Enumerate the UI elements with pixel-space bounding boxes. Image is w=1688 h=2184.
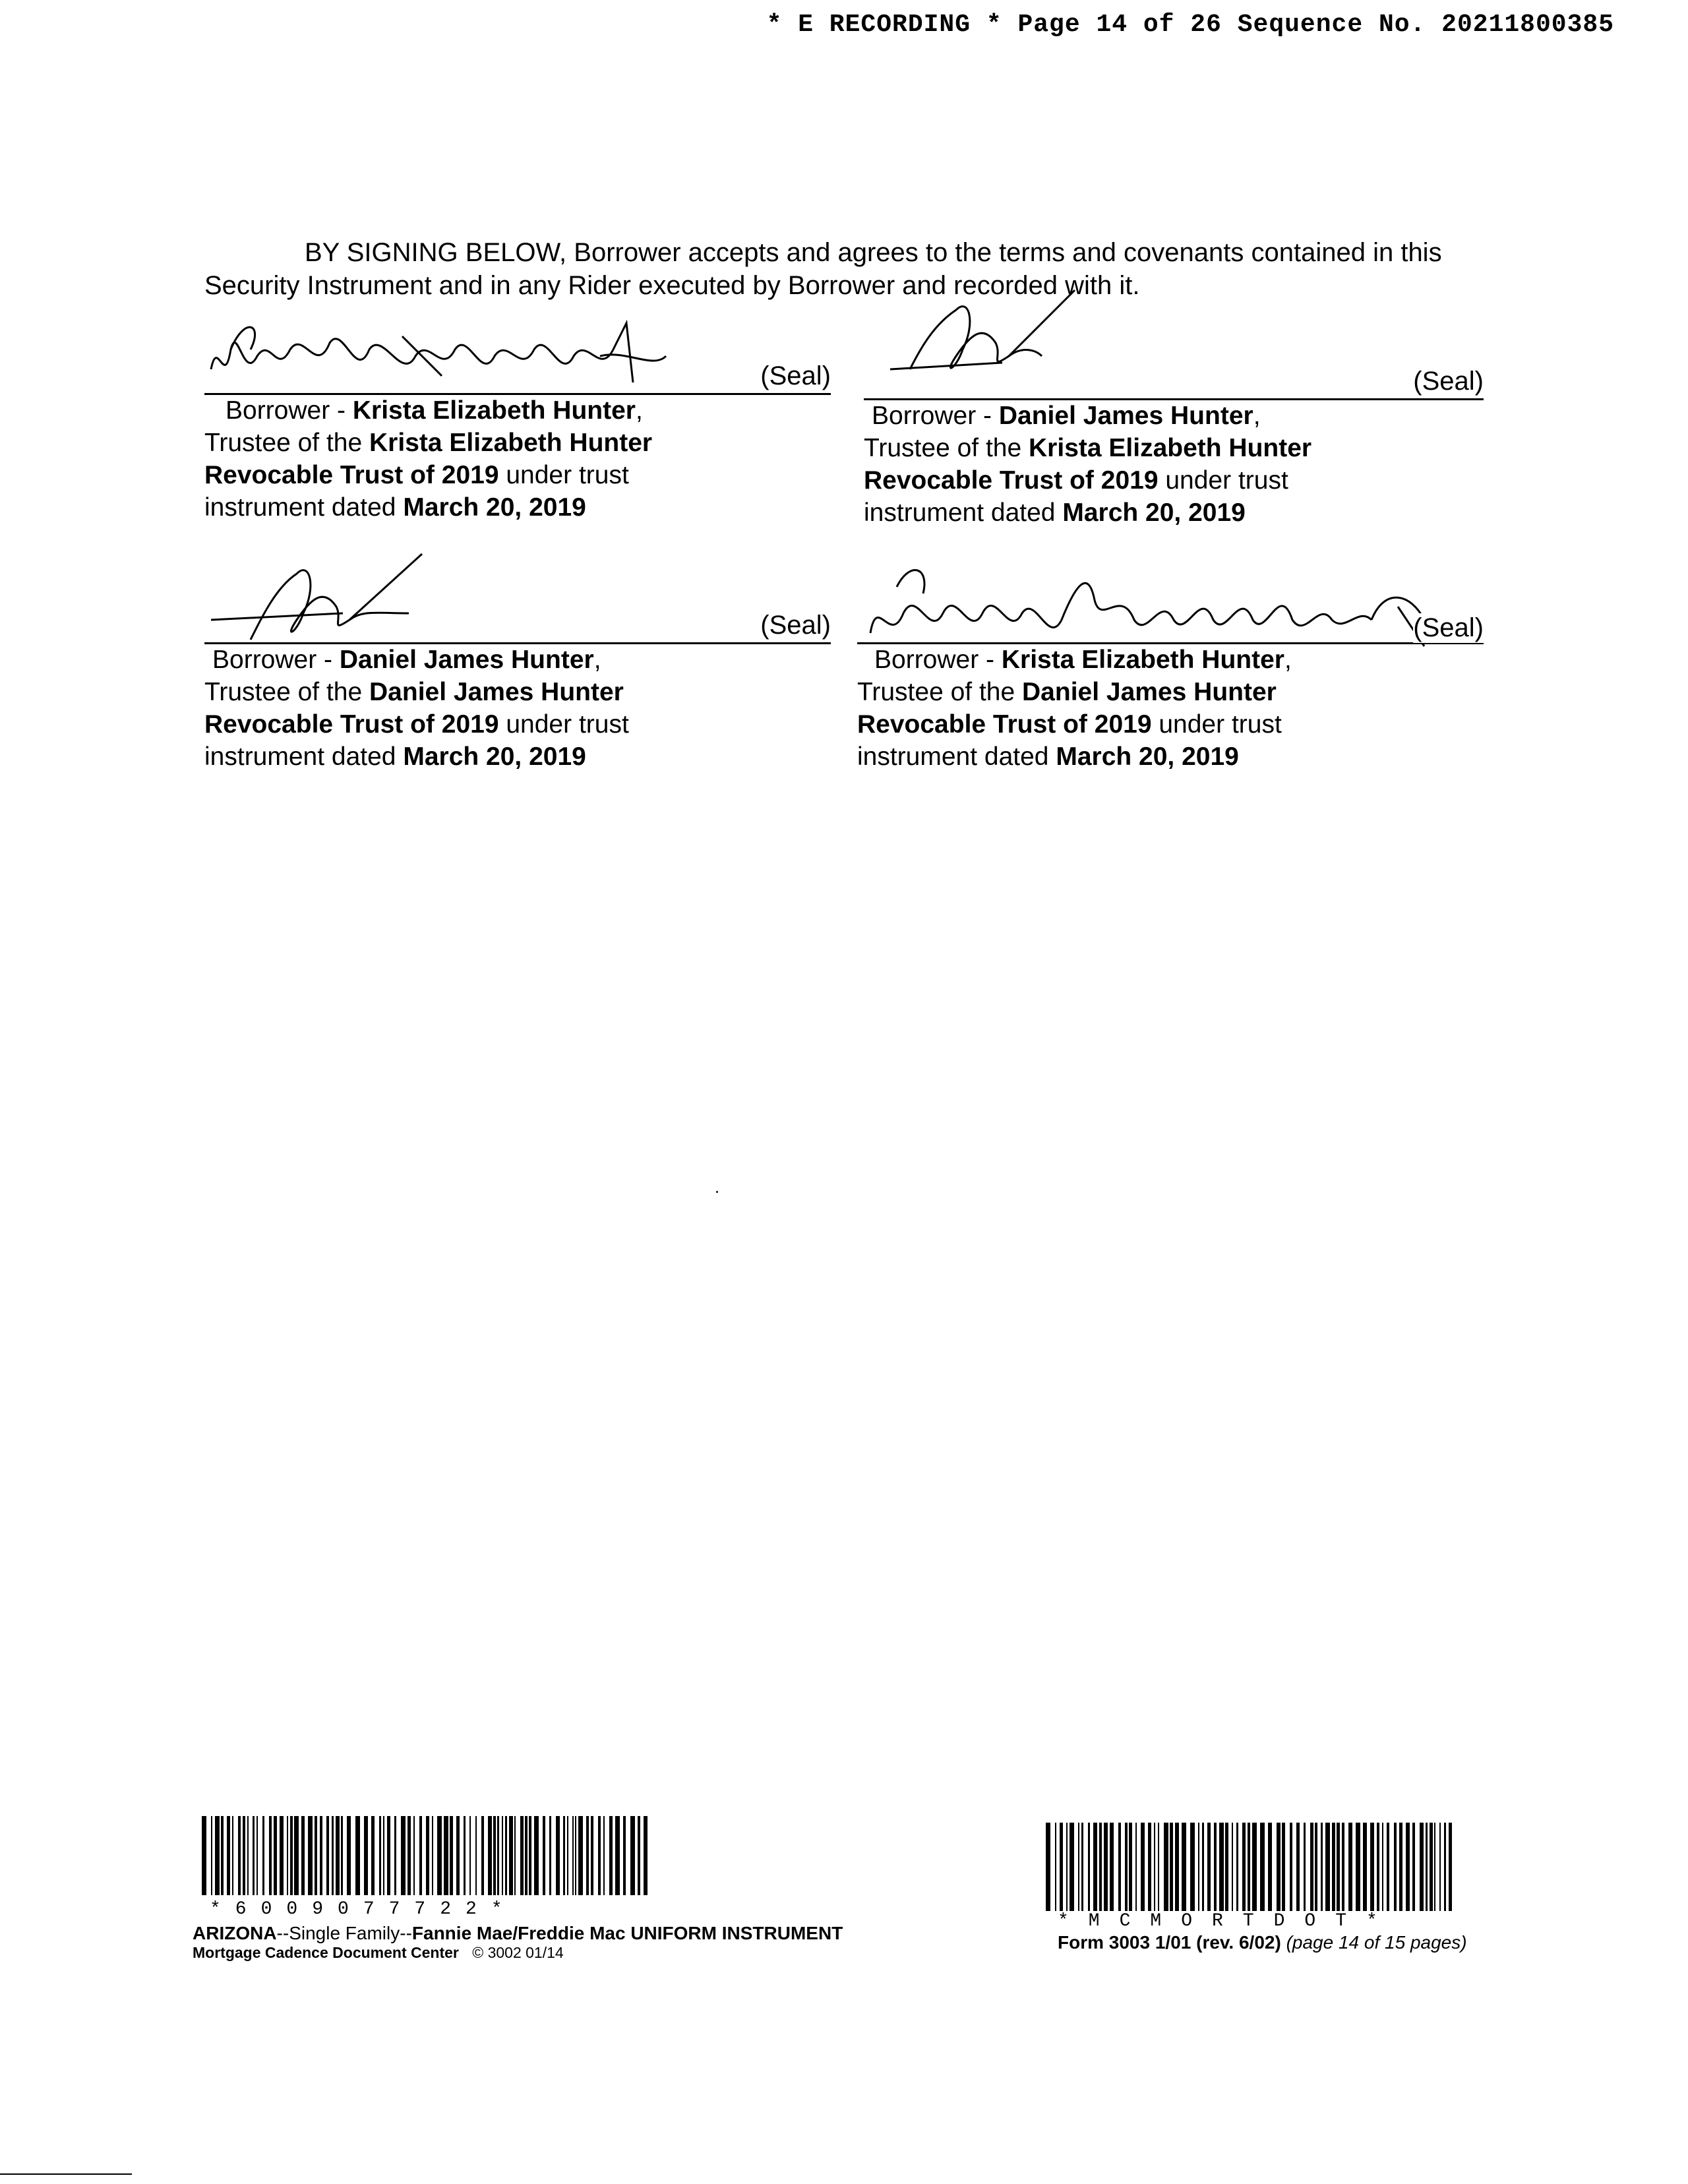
barcode-bar [505, 1816, 507, 1895]
barcode-bar [294, 1816, 299, 1895]
barcode-bar [1399, 1823, 1402, 1911]
barcode-bar [638, 1816, 640, 1895]
barcode-bar [1242, 1823, 1246, 1911]
barcode-right [1046, 1823, 1455, 1912]
barcode-bar [1277, 1823, 1281, 1911]
barcode-bar [426, 1816, 429, 1895]
barcode-bar [247, 1816, 249, 1895]
handwritten-signature-daniel [884, 284, 1121, 382]
barcode-bar [456, 1816, 460, 1895]
barcode-bar [221, 1816, 224, 1895]
barcode-bar [615, 1816, 620, 1895]
instrument-text: under trust instrument dated [857, 710, 1282, 771]
barcode-bar [256, 1816, 258, 1895]
instrument-title: Fannie Mae/Freddie Mac UNIFORM INSTRUMENT [411, 1923, 843, 1943]
barcode-bar [525, 1816, 528, 1895]
barcode-bar [497, 1816, 499, 1895]
barcode-bar [1356, 1823, 1360, 1911]
barcode-bar [1449, 1823, 1452, 1911]
barcode-bar [1088, 1823, 1090, 1911]
instrument-date: March 20, 2019 [403, 493, 586, 522]
barcode-bar [1118, 1823, 1121, 1911]
barcode-bar [355, 1816, 360, 1895]
doc-center-label: Mortgage Cadence Document Center [193, 1944, 459, 1961]
barcode-bar [1129, 1823, 1132, 1911]
trustee-text: , Trustee of the [864, 402, 1261, 462]
barcode-bar [419, 1816, 422, 1895]
barcode-bar [211, 1816, 212, 1895]
barcode-bar [1304, 1823, 1306, 1911]
barcode-bar [437, 1816, 442, 1895]
seal-label: (Seal) [760, 361, 831, 390]
barcode-bar [1315, 1823, 1317, 1911]
barcode-bar [1282, 1823, 1285, 1911]
barcode-bar [603, 1816, 605, 1895]
barcode-bar [1070, 1823, 1074, 1911]
role-label: Borrower - [226, 396, 353, 425]
barcode-bar [326, 1816, 329, 1895]
handwritten-signature-daniel [211, 547, 448, 646]
signer-caption [204, 394, 706, 524]
barcode-bar [1363, 1823, 1367, 1911]
seal-label: (Seal) [1413, 367, 1484, 396]
barcode-bar [1214, 1823, 1217, 1911]
barcode-bar [1046, 1823, 1050, 1911]
state-label: ARIZONA [193, 1923, 277, 1943]
barcode-bar [347, 1816, 351, 1895]
barcode-bar [509, 1816, 513, 1895]
barcode-bar [243, 1816, 245, 1895]
barcode-bar [341, 1816, 343, 1895]
barcode-bar [630, 1816, 635, 1895]
barcode-bar [1337, 1823, 1340, 1911]
barcode-bar [1093, 1823, 1097, 1911]
barcode-bar [383, 1816, 384, 1895]
barcode-bar [1182, 1823, 1186, 1911]
barcode-bar [563, 1816, 565, 1895]
barcode-bar [1342, 1823, 1344, 1911]
seal-label: (Seal) [760, 611, 831, 640]
barcode-bar [586, 1816, 589, 1895]
page-count: (page 14 of 15 pages) [1286, 1932, 1467, 1953]
barcode-bar [1290, 1823, 1292, 1911]
barcode-bar [1104, 1823, 1108, 1911]
barcode-bar [1260, 1823, 1265, 1911]
barcode-bar [1394, 1823, 1397, 1911]
barcode-bar [549, 1816, 551, 1895]
barcode-bar [1158, 1823, 1159, 1911]
barcode-bar [301, 1816, 305, 1895]
barcode-bar [1099, 1823, 1102, 1911]
barcode-bar [1377, 1823, 1379, 1911]
barcode-bar [450, 1816, 453, 1895]
signer-caption [204, 644, 679, 773]
barcode-bar [493, 1816, 496, 1895]
trustee-text: , Trustee of the [857, 646, 1292, 706]
seal-label: (Seal) [1413, 613, 1484, 642]
barcode-bar [1426, 1823, 1428, 1911]
barcode-bar [514, 1816, 516, 1895]
barcode-bar [274, 1816, 277, 1895]
barcode-bar [401, 1816, 406, 1895]
form-number: Form 3003 1/01 (rev. 6/02) [1058, 1932, 1281, 1953]
instrument-text: under trust instrument dated [204, 710, 629, 771]
barcode-bar [1198, 1823, 1199, 1911]
barcode-bar [1444, 1823, 1446, 1911]
barcode-bar [1412, 1823, 1415, 1911]
trust-name: Daniel James Hunter Revocable Trust of 2019 [204, 678, 624, 739]
barcode-bar [413, 1816, 415, 1895]
barcode-left [202, 1816, 650, 1902]
barcode-bar [644, 1816, 648, 1895]
barcode-bar [1154, 1823, 1155, 1911]
instrument-date: March 20, 2019 [1062, 499, 1246, 527]
barcode-bar [572, 1816, 574, 1895]
instrument-text: under trust instrument dated [864, 466, 1288, 527]
barcode-bar [598, 1816, 601, 1895]
barcode-bar [623, 1816, 626, 1895]
barcode-bar [336, 1816, 340, 1895]
barcode-bar [1081, 1823, 1083, 1911]
barcode-bar [543, 1816, 545, 1895]
barcode-bar [432, 1816, 433, 1895]
corner-mark [0, 2173, 132, 2175]
barcode-bar [481, 1816, 484, 1895]
barcode-bar [232, 1816, 233, 1895]
barcode-bar [253, 1816, 255, 1895]
barcode-bar [1296, 1823, 1300, 1911]
signer-caption [864, 400, 1325, 529]
barcode-bar [575, 1816, 576, 1895]
signer-name: Krista Elizabeth Hunter [352, 396, 636, 425]
barcode-bar [444, 1816, 448, 1895]
barcode-bar [1268, 1823, 1272, 1911]
barcode-bar [1252, 1823, 1257, 1911]
barcode-bar [1348, 1823, 1352, 1911]
barcode-bar [502, 1816, 503, 1895]
barcode-bar [1370, 1823, 1374, 1911]
barcode-bar [315, 1816, 317, 1895]
signature-block-3 [204, 547, 831, 811]
statement-line-2: Security Instrument and in any Rider executed by Borrower and recorded with it. [204, 271, 1140, 300]
barcode-bar [520, 1816, 524, 1895]
barcode-bar [1207, 1823, 1211, 1911]
barcode-bar [1420, 1823, 1424, 1911]
barcode-bar [591, 1816, 593, 1895]
trustee-text: , Trustee of the [204, 646, 601, 706]
barcode-bar [1430, 1823, 1433, 1911]
barcode-bar [1321, 1823, 1323, 1911]
signing-statement [204, 236, 1510, 302]
barcode-left-text: *6009077722* [210, 1899, 517, 1920]
barcode-bar [1141, 1823, 1145, 1911]
barcode-bar [609, 1816, 613, 1895]
barcode-bar [1164, 1823, 1168, 1911]
barcode-bar [407, 1816, 411, 1895]
signer-name: Krista Elizabeth Hunter [1001, 646, 1284, 674]
barcode-bar [1225, 1823, 1228, 1911]
barcode-bar [387, 1816, 390, 1895]
barcode-bar [464, 1816, 466, 1895]
barcode-bar [1125, 1823, 1128, 1911]
barcode-bar [1219, 1823, 1224, 1911]
barcode-bar [1232, 1823, 1233, 1911]
barcode-bar [529, 1816, 531, 1895]
recording-header: * E RECORDING * Page 14 of 26 Sequence No. 20211800385 [766, 11, 1614, 39]
barcode-bar [1190, 1823, 1195, 1911]
signer-name: Daniel James Hunter [998, 402, 1253, 430]
barcode-bar [1202, 1823, 1204, 1911]
barcode-bar [1325, 1823, 1330, 1911]
barcode-bar [556, 1816, 560, 1895]
barcode-bar [364, 1816, 368, 1895]
barcode-bar [1387, 1823, 1389, 1911]
role-label: Borrower - [872, 402, 999, 430]
scan-speck [716, 1191, 718, 1193]
barcode-bar [308, 1816, 313, 1895]
barcode-bar [1248, 1823, 1250, 1911]
signer-caption [857, 644, 1332, 773]
role-label: Borrower - [874, 646, 1002, 674]
instrument-date: March 20, 2019 [403, 743, 586, 771]
barcode-bar [578, 1816, 583, 1895]
barcode-bar [332, 1816, 334, 1895]
barcode-bar [469, 1816, 471, 1895]
barcode-bar [1066, 1823, 1068, 1911]
instrument-date: March 20, 2019 [1056, 743, 1239, 771]
trust-name: Daniel James Hunter Revocable Trust of 2019 [857, 678, 1277, 739]
barcode-bar [534, 1816, 539, 1895]
barcode-bar [379, 1816, 381, 1895]
signature-block-4 [857, 547, 1484, 811]
barcode-bar [1055, 1823, 1056, 1911]
barcode-bar [227, 1816, 230, 1895]
footer-form-number [1058, 1932, 1467, 1953]
statement-line-1: BY SIGNING BELOW, Borrower accepts and agrees to the terms and covenants contained in this [305, 238, 1442, 267]
barcode-bar [269, 1816, 272, 1895]
barcode-bar [394, 1816, 396, 1895]
barcode-bar [475, 1816, 477, 1895]
signature-block-2 [864, 310, 1484, 547]
barcode-bar [262, 1816, 264, 1895]
barcode-right-text: *MCMORTDOT* [1058, 1911, 1397, 1931]
barcode-bar [1148, 1823, 1151, 1911]
barcode-bar [1406, 1823, 1410, 1911]
footer-form-title [193, 1923, 843, 1962]
barcode-bar [1175, 1823, 1179, 1911]
family-type: --Single Family-- [276, 1923, 412, 1943]
barcode-bar [320, 1816, 322, 1895]
barcode-bar [215, 1816, 220, 1895]
barcode-bar [238, 1816, 241, 1895]
barcode-bar [1110, 1823, 1114, 1911]
barcode-bar [290, 1816, 293, 1895]
barcode-bar [280, 1816, 284, 1895]
trust-name: Krista Elizabeth Hunter Revocable Trust of 2019 [864, 434, 1312, 495]
signer-name: Daniel James Hunter [339, 646, 594, 674]
role-label: Borrower - [212, 646, 340, 674]
barcode-bar [1382, 1823, 1383, 1911]
barcode-bar [287, 1816, 288, 1895]
barcode-bar [1439, 1823, 1441, 1911]
trustee-text: , Trustee of the [204, 396, 643, 457]
barcode-bar [1236, 1823, 1238, 1911]
trust-name: Krista Elizabeth Hunter Revocable Trust of 2019 [204, 429, 653, 489]
barcode-bar [1332, 1823, 1335, 1911]
barcode-bar [488, 1816, 492, 1895]
instrument-text: under trust instrument dated [204, 461, 629, 522]
barcode-bar [1434, 1823, 1435, 1911]
barcode-bar [1135, 1823, 1137, 1911]
barcode-bar [1310, 1823, 1313, 1911]
barcode-bar [567, 1816, 568, 1895]
barcode-bar [1078, 1823, 1079, 1911]
barcode-bar [371, 1816, 375, 1895]
signature-block-1 [204, 310, 831, 547]
barcode-bar [1060, 1823, 1063, 1911]
barcode-bar [1170, 1823, 1173, 1911]
form-code: © 3002 01/14 [472, 1944, 564, 1961]
barcode-bar [202, 1816, 206, 1895]
